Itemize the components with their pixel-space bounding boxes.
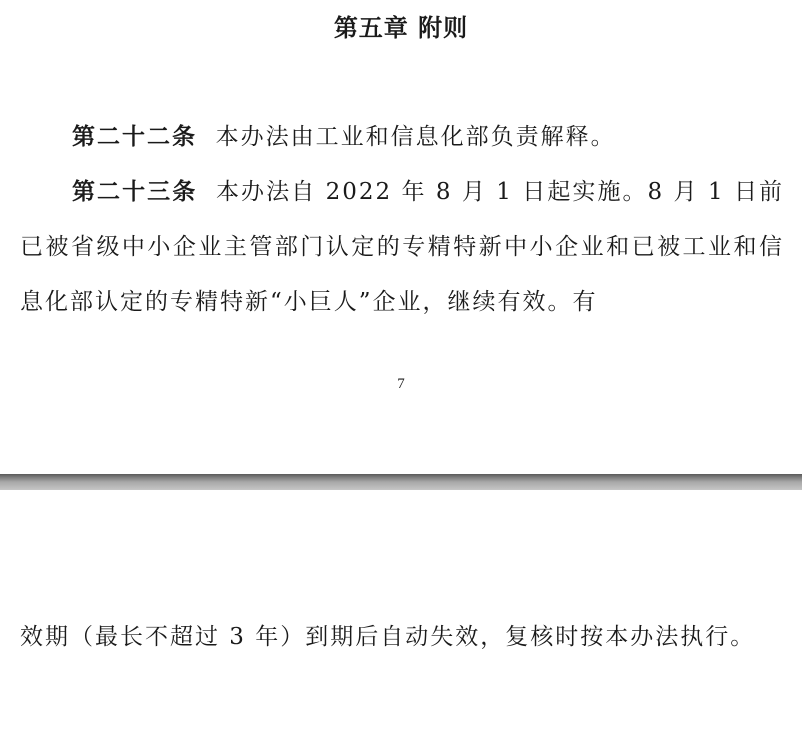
article-23-label: 第二十三条 [72, 179, 198, 205]
page-number: 7 [397, 376, 405, 392]
chapter-title: 第五章 附则 [333, 14, 469, 42]
document-page-8 [0, 490, 802, 753]
article-22-text: 本办法由工业和信息化部负责解释。 [215, 124, 616, 150]
article-23-text: 本办法自 2022 年 8 月 1 日起实施。8 月 1 日前已被省级中小企业主管部门认定的专精特新中小企业和已被工业和信息化部认定的专精特新“小巨人”企业，继续有效。有 [20, 179, 785, 315]
article-23-continuation: 效期（最长不超过 3 年）到期后自动失效，复核时按本办法执行。 [20, 624, 756, 650]
page-separator [0, 474, 802, 490]
article-22 [20, 110, 784, 165]
article-23 [20, 165, 784, 330]
article-22-label: 第二十二条 [72, 124, 197, 150]
